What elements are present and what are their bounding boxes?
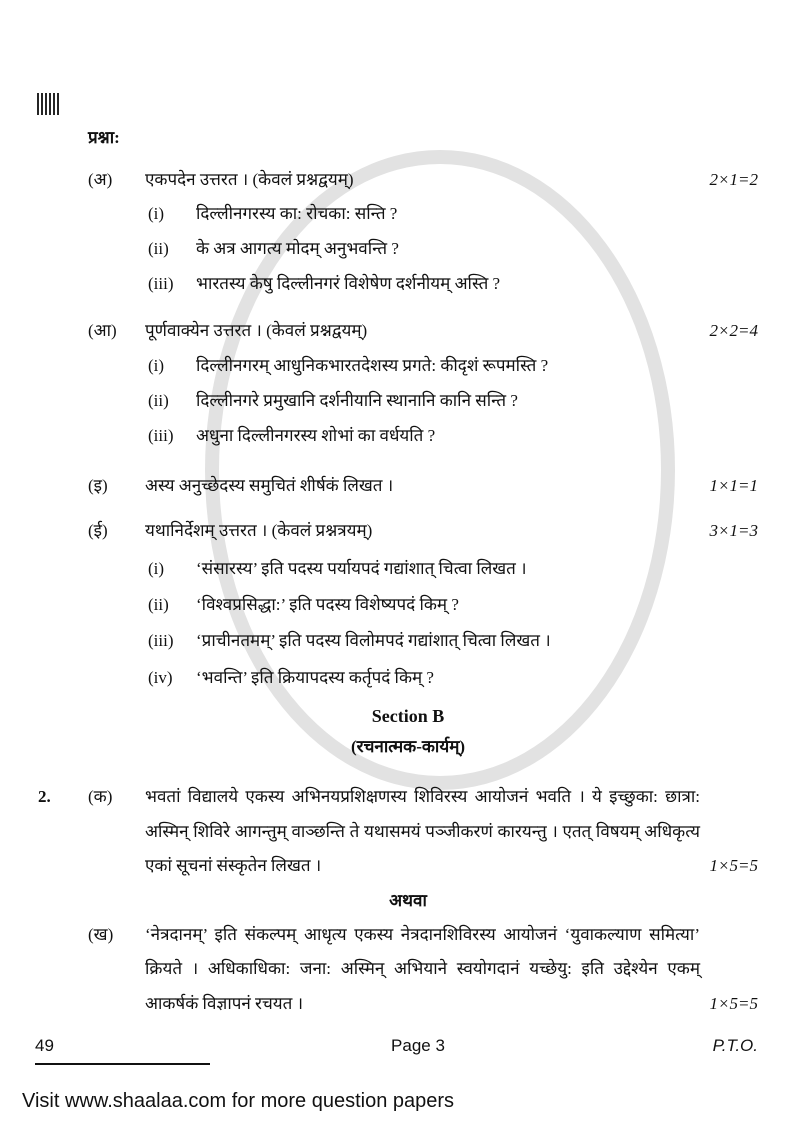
paper-code: 49 — [35, 1036, 54, 1055]
sub-num: (ii) — [148, 595, 169, 614]
sub-text: ‘संसारस्य’ इति पदस्य पर्यायपदं गद्यांशात् चित्वा लिखत । — [196, 559, 527, 578]
section-title: Section B — [371, 706, 445, 726]
sub-num: (ii) — [148, 391, 169, 410]
question-number: 2. — [38, 787, 51, 806]
sub-num: (iii) — [148, 631, 174, 650]
section-subtitle: (रचनात्मक-कार्यम्) — [350, 737, 466, 756]
q-label: (आ) — [88, 321, 117, 340]
sub-text: ‘प्राचीनतमम्’ इति पदस्य विलोमपदं गद्यांशात् चित्वा लिखत । — [196, 631, 551, 650]
q-label: (क) — [88, 787, 113, 806]
q-label: (अ) — [88, 170, 113, 189]
visit-link[interactable]: Visit www.shaalaa.com for more question papers — [22, 1090, 455, 1112]
marks: 2×1=2 — [709, 170, 758, 189]
marks: 1×1=1 — [709, 476, 758, 495]
sub-text: दिल्लीनगरे प्रमुखानि दर्शनीयानि स्थानानि कानि सन्ति ? — [196, 391, 518, 410]
marks: 1×5=5 — [709, 993, 758, 1013]
marks: 1×5=5 — [709, 856, 758, 875]
q-label: (ई) — [88, 521, 108, 540]
q-text: अस्य अनुच्छेदस्य समुचितं शीर्षकं लिखत । — [145, 476, 394, 495]
sub-text: भारतस्य केषु दिल्लीनगरं विशेषेण दर्शनीयम् अस्ति ? — [196, 274, 501, 293]
sub-text: अधुना दिल्लीनगरस्य शोभां का वर्धयति ? — [196, 426, 436, 445]
q-label: (ख) — [88, 924, 114, 944]
heading: प्रश्ना: — [88, 128, 120, 147]
footer — [0, 1035, 800, 1059]
sub-text: ‘भवन्ति’ इति क्रियापदस्य कर्तृपदं किम् ? — [196, 668, 434, 687]
q-text: एकपदेन उत्तरत । (केवलं प्रश्नद्वयम्) — [145, 170, 354, 189]
pto: P.T.O. — [712, 1036, 758, 1055]
q-text: भवतां विद्यालये एकस्य अभिनयप्रशिक्षणस्य शिविरस्य आयोजनं भवति । ये इच्छुका: छात्रा: अस्मिन् शिविरे आगन्तुम् वाञ्छन्ति ते यथासमयं पञ्जीकरणं कारयन्तु । एतत् विषयम् अधिकृत्य एकां सूचनां संस्कृतेन लिखत । — [145, 787, 700, 875]
q-text: यथानिर्देशम् उत्तरत । (केवलं प्रश्नत्रयम्) — [145, 521, 373, 540]
sub-text: के अत्र आगत्य मोदम् अनुभवन्ति ? — [196, 239, 399, 258]
sub-text: दिल्लीनगरम् आधुनिकभारतदेशस्य प्रगते: कीदृशं रूपमस्ति ? — [196, 356, 549, 375]
question-2-block — [0, 780, 800, 1113]
marks: 3×1=3 — [709, 521, 758, 540]
q-text: पूर्णवाक्येन उत्तरत । (केवलं प्रश्नद्वयम्) — [145, 321, 368, 340]
sub-num: (i) — [148, 559, 165, 578]
sub-text: ‘विश्वप्रसिद्धा:’ इति पदस्य विशेष्यपदं किम् ? — [196, 595, 459, 614]
sub-num: (iii) — [148, 274, 174, 293]
question-2a-row — [0, 780, 800, 884]
sub-num: (iv) — [148, 668, 173, 687]
page-number: Page 3 — [391, 1036, 445, 1055]
q-text: ‘नेत्रदानम्’ इति संकल्पम् आधृत्य एकस्य नेत्रदानशिविरस्य आयोजनं ‘युवाकल्याण समित्या’ क्रियते । अधिकाधिका: जना: अस्मिन् अभियाने स्वयोगदानं यच्छेयु: इति उद्देश्येन एकम् आकर्षकं विज्ञापनं रचयत । — [145, 924, 700, 1013]
marks: 2×2=4 — [709, 321, 758, 340]
or-label: अथवा — [389, 890, 427, 910]
sub-num: (i) — [148, 204, 165, 223]
sub-num: (ii) — [148, 239, 169, 258]
question-2b-row — [0, 918, 800, 1022]
sub-text: दिल्लीनगरस्य का: रोचका: सन्ति ? — [196, 204, 398, 223]
sub-num: (iii) — [148, 426, 174, 445]
q-label: (इ) — [88, 476, 108, 495]
qr-code — [37, 93, 59, 115]
footer-rule — [35, 1063, 210, 1065]
sub-num: (i) — [148, 356, 165, 375]
